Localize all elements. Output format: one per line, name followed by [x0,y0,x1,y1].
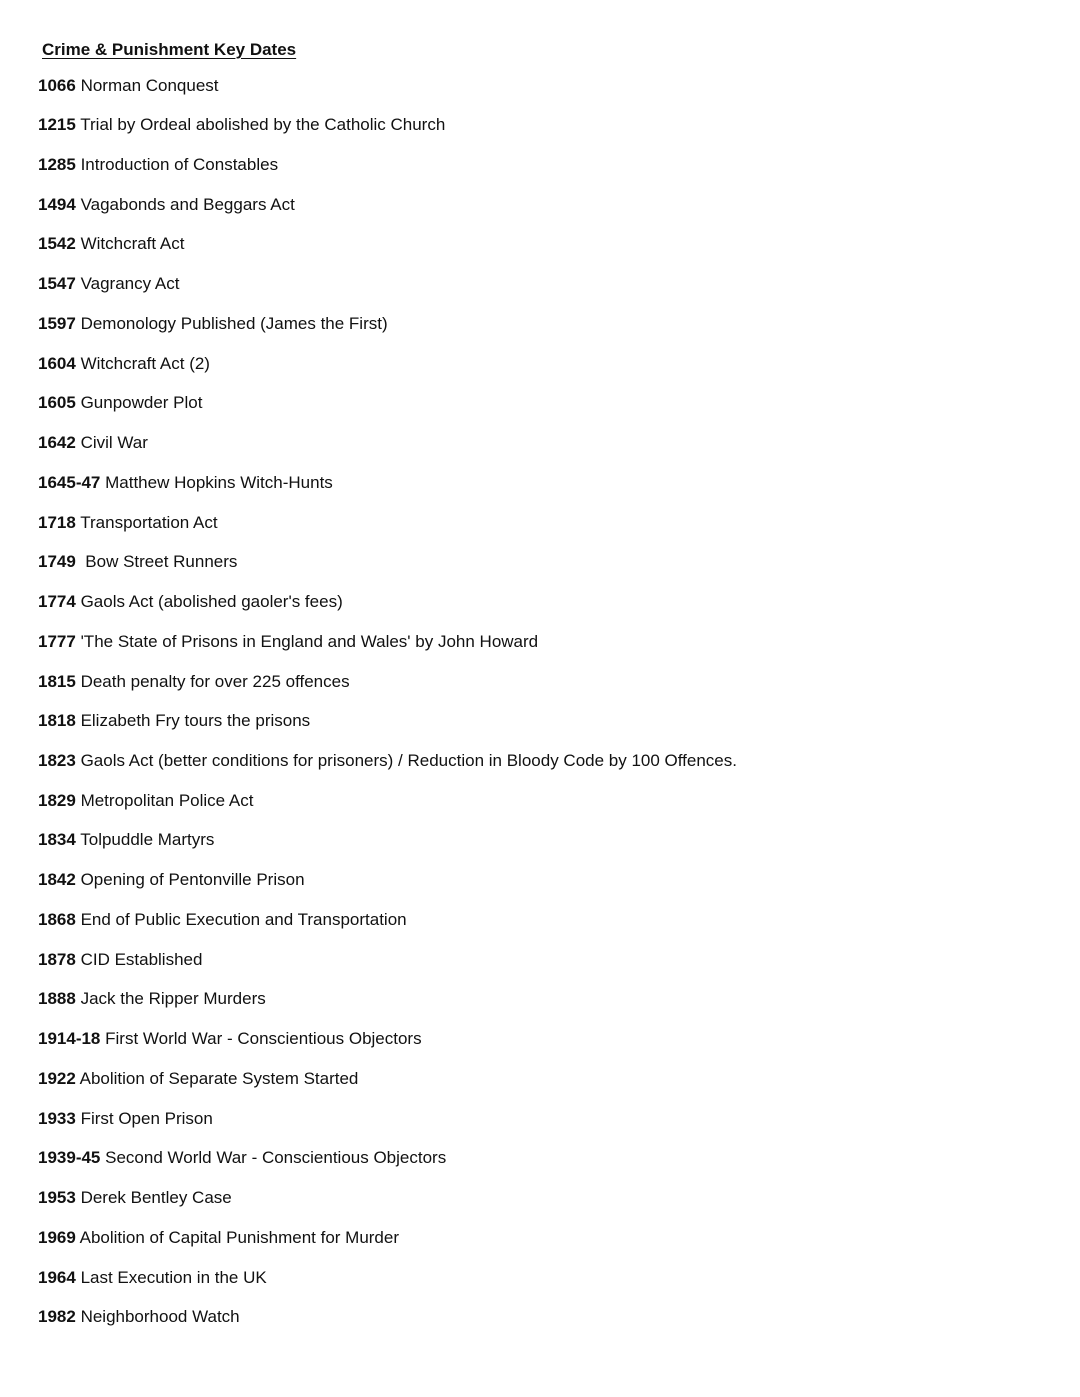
entry-event: Elizabeth Fry tours the prisons [80,711,311,731]
entry-event: Second World War - Conscientious Objectors [105,1148,447,1168]
list-item [38,1268,1058,1308]
entry-event: Abolition of Capital Punishment for Murder [79,1227,400,1247]
list-item [38,830,1058,870]
list-item [38,155,1058,195]
entry-year: 1964 [38,1267,76,1287]
entry-event: Metropolitan Police Act [80,790,254,810]
entry-event: Gunpowder Plot [80,393,203,413]
entry-event: Neighborhood Watch [80,1307,240,1327]
entry-year: 1547 [38,274,76,294]
entry-event: First Open Prison [80,1108,213,1128]
list-item [38,632,1058,672]
entry-event: Death penalty for over 225 offences [80,671,350,691]
entry-year: 1818 [38,711,76,731]
document-title: Crime & Punishment Key Dates [42,40,297,59]
entry-separator [76,552,85,571]
entry-year: 1868 [38,909,76,929]
list-item [38,592,1058,632]
entry-year: 1888 [38,989,76,1009]
list-item [38,870,1058,910]
entry-event: Trial by Ordeal abolished by the Catholic Church [80,115,446,135]
entry-event: Transportation Act [80,512,218,532]
entry-event: End of Public Execution and Transportation [80,909,407,929]
list-item [38,195,1058,235]
entry-year: 1933 [38,1108,76,1128]
list-item [38,274,1058,314]
list-item [38,910,1058,950]
list-item [38,1148,1058,1188]
entry-year: 1215 [38,115,76,135]
list-item [38,711,1058,751]
list-item [38,552,1058,592]
entry-event: Vagabonds and Beggars Act [80,194,295,214]
list-item [38,354,1058,394]
entry-year: 1285 [38,154,76,174]
entry-event: Abolition of Separate System Started [79,1068,359,1088]
list-item [38,950,1058,990]
list-item [38,1188,1058,1228]
entry-year: 1597 [38,313,76,333]
entry-year: 1878 [38,949,76,969]
entry-year: 1718 [38,512,76,532]
entry-event: Jack the Ripper Murders [80,989,266,1009]
list-item [38,989,1058,1029]
list-item [38,791,1058,831]
entry-year: 1829 [38,790,76,810]
entry-year: 1777 [38,631,76,651]
entry-year: 1823 [38,750,76,770]
entry-event: Vagrancy Act [80,274,180,294]
entry-year: 1914-18 [38,1029,101,1049]
entry-year: 1939-45 [38,1148,101,1168]
entry-year: 1642 [38,433,76,453]
list-item [38,1069,1058,1109]
entry-event: 'The State of Prisons in England and Wales' by John Howard [80,631,539,651]
list-item [38,473,1058,513]
key-dates-list [38,76,1058,1348]
entry-event: Matthew Hopkins Witch-Hunts [105,472,333,492]
list-item [38,314,1058,354]
entry-event: Norman Conquest [80,75,219,95]
entry-event: Witchcraft Act [80,234,185,254]
entry-event: Derek Bentley Case [80,1188,232,1208]
entry-year: 1605 [38,393,76,413]
entry-event: Bow Street Runners [85,552,238,572]
entry-year: 1922 [38,1068,76,1088]
entry-year: 1494 [38,194,76,214]
list-item [38,672,1058,712]
entry-year: 1842 [38,870,76,890]
entry-event: Witchcraft Act (2) [80,353,210,373]
entry-year: 1066 [38,75,76,95]
list-item [38,1029,1058,1069]
document-page [38,36,1058,1347]
entry-year: 1749 [38,552,76,572]
list-item [38,76,1058,116]
list-item [38,1109,1058,1149]
list-item [38,1307,1058,1347]
entry-event: Gaols Act (abolished gaoler's fees) [80,592,343,612]
entry-year: 1604 [38,353,76,373]
entry-event: Gaols Act (better conditions for prisoners) / Reduction in Bloody Code by 100 Offences. [80,750,737,770]
entry-event: Introduction of Constables [80,154,279,174]
entry-year: 1815 [38,671,76,691]
entry-event: First World War - Conscientious Objectors [105,1029,422,1049]
entry-year: 1774 [38,592,76,612]
entry-year: 1969 [38,1227,76,1247]
list-item [38,1228,1058,1268]
entry-event: Tolpuddle Martyrs [80,830,215,850]
list-item [38,115,1058,155]
entry-event: CID Established [80,949,203,969]
entry-year: 1645-47 [38,472,101,492]
list-item [38,234,1058,274]
entry-year: 1953 [38,1188,76,1208]
entry-year: 1542 [38,234,76,254]
list-item [38,751,1058,791]
entry-year: 1834 [38,830,76,850]
entry-event: Opening of Pentonville Prison [80,870,305,890]
entry-event: Civil War [80,433,148,453]
entry-event: Last Execution in the UK [80,1267,267,1287]
list-item [38,513,1058,553]
list-item [38,393,1058,433]
entry-event: Demonology Published (James the First) [80,313,388,333]
entry-year: 1982 [38,1307,76,1327]
list-item [38,433,1058,473]
